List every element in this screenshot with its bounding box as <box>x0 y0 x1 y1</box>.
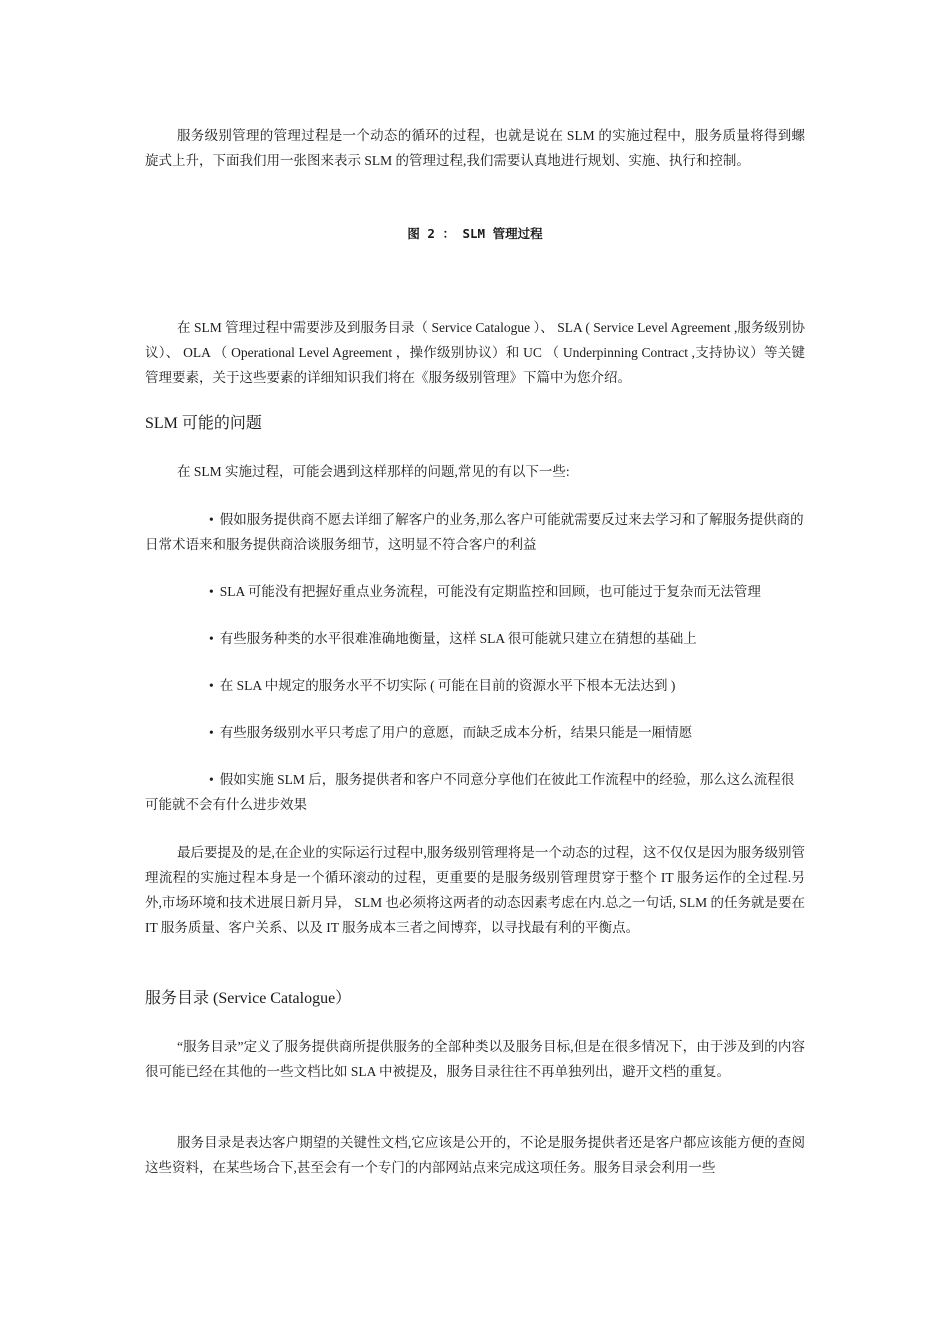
bullet-icon: • <box>209 512 214 527</box>
problem-list-item <box>145 507 805 557</box>
problem-list-item <box>145 767 805 817</box>
catalogue-paragraph-1: “服务目录”定义了服务提供商所提供服务的全部种类以及服务目标,但是在很多情况下，由于涉及到的内容很可能已经在其他的一些文档比如 SLA 中被提及，服务目录往往不再单独列出，避开文档的重复。 <box>145 1039 805 1079</box>
problem-list-item <box>145 626 805 651</box>
problem-text: 在 SLA 中规定的服务水平不切实际 ( 可能在目前的资源水平下根本无法达到 ) <box>219 678 676 693</box>
heading-slm-problems: SLM 可能的问题 <box>145 415 262 432</box>
problems-intro: 在 SLM 实施过程，可能会遇到这样那样的问题,常见的有以下一些: <box>177 464 570 479</box>
catalogue-paragraph-2: 服务目录是表达客户期望的关键性文档,它应该是公开的，不论是服务提供者还是客户都应该能方便的查阅这些资料，在某些场合下,甚至会有一个专门的内部网站点来完成这项任务。服务目录会利用一些 <box>145 1135 805 1175</box>
bullet-icon: • <box>209 678 214 693</box>
bullet-icon: • <box>209 584 214 599</box>
bullet-icon: • <box>209 631 214 646</box>
problem-text: 有些服务级别水平只考虑了用户的意愿，而缺乏成本分析，结果只能是一厢情愿 <box>219 725 693 740</box>
problem-list-item <box>145 720 805 745</box>
bullet-icon: • <box>209 772 214 787</box>
problem-text: 假如实施 SLM 后，服务提供者和客户不同意分享他们在彼此工作流程中的经验，那么这么流程很可能就不会有什么进步效果 <box>145 772 795 812</box>
bullet-icon: • <box>209 725 214 740</box>
problem-list-item <box>145 579 805 604</box>
problem-text: 有些服务种类的水平很难准确地衡量，这样 SLA 很可能就只建立在猜想的基础上 <box>219 631 697 646</box>
conclusion-paragraph: 最后要提及的是,在企业的实际运行过程中,服务级别管理将是一个动态的过程，这不仅仅是因为服务级别管理流程的实施过程本身是一个循环滚动的过程，更重要的是服务级别管理贯穿于整个 IT 服务运作的全过程.另外,市场环境和技术进展日新月异， SLM 也必须将这两者的动态因素考虑在内.总之一句话, SLM 的任务就是要在 IT 服务质量、客户关系、以及 IT 服务成本三者之间博弈，以寻找最有利的平衡点。 <box>145 845 805 935</box>
problem-text: 假如服务提供商不愿去详细了解客户的业务,那么客户可能就需要反过来去学习和了解服务提供商的日常术语来和服务提供商洽谈服务细节，这明显不符合客户的利益 <box>145 512 804 552</box>
figure-caption: 图 2 ： SLM 管理过程 <box>407 226 543 241</box>
problem-list-item <box>145 673 805 698</box>
heading-service-catalogue: 服务目录 (Service Catalogue） <box>145 990 352 1007</box>
problem-text: SLA 可能没有把握好重点业务流程，可能没有定期监控和回顾，也可能过于复杂而无法管理 <box>219 584 761 599</box>
intro-paragraph: 服务级别管理的管理过程是一个动态的循环的过程，也就是说在 SLM 的实施过程中，服务质量将得到螺旋式上升，下面我们用一张图来表示 SLM 的管理过程,我们需要认真地进行规划、实施、执行和控制。 <box>145 128 805 168</box>
elements-paragraph: 在 SLM 管理过程中需要涉及到服务目录（ Service Catalogue ）、 SLA ( Service Level Agreement ,服务级别协议）、 OLA （ Operational Level Agreement ，操作级别协议）和 UC （ Underpinning Contract ,支持协议）等关键管理要素，关于这些要素的详细知识我们将在《服务级别管理》下篇中为您介绍。 <box>145 320 805 385</box>
